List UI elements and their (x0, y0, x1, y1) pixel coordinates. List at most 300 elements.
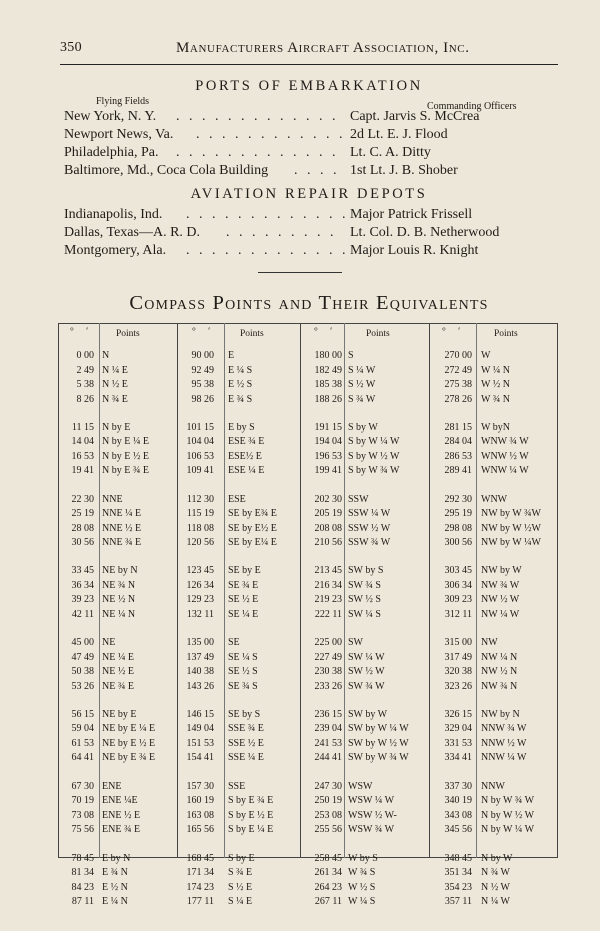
degree-cell: 92 49 (191, 364, 214, 376)
degree-cell: 50 38 (71, 666, 94, 678)
point-cell: NW by W ½W (481, 522, 541, 534)
points-header: Points (494, 329, 518, 339)
table-row (58, 593, 558, 608)
table-row (58, 708, 558, 723)
degree-cell: 247 30 (314, 780, 342, 792)
point-cell: S ¾ E (228, 867, 253, 879)
degree-cell: 0 00 (76, 350, 94, 361)
point-cell: WSW (348, 780, 373, 792)
degree-cell: 5 38 (76, 379, 94, 390)
point-cell: SE by S (228, 708, 261, 720)
point-cell: NE by N (102, 565, 138, 577)
list-item (64, 224, 534, 242)
degree-cell: 208 08 (314, 522, 342, 534)
degree-cell: 219 23 (314, 594, 342, 606)
table-group (58, 421, 558, 479)
depots-title: AVIATION REPAIR DEPOTS (190, 186, 428, 202)
point-cell: ESE ¼ E (228, 465, 265, 477)
degree-cell: 132 11 (186, 608, 214, 620)
point-cell: SW ¼ S (348, 608, 381, 620)
point-cell: WSW ¾ W (348, 824, 395, 836)
degree-cell: 39 23 (71, 594, 94, 606)
degree-cell: 157 30 (186, 780, 214, 792)
degree-cell: 59 04 (71, 723, 94, 735)
table-row (58, 809, 558, 824)
degree-cell: 345 56 (444, 824, 472, 836)
leader-dots: . . . . . . . . . . . . . (186, 207, 349, 222)
point-cell: NNW (481, 780, 505, 792)
degree-cell: 264 23 (314, 881, 342, 893)
leader-dots: . . . . (294, 163, 340, 178)
table-row (58, 651, 558, 666)
point-cell: E ½ S (228, 379, 253, 390)
point-cell: NE ½ E (102, 666, 134, 678)
point-cell: SW ¼ W (348, 651, 385, 663)
point-cell: NE ¾ N (102, 579, 136, 591)
point-cell: SW by W ½ W (348, 737, 409, 749)
point-cell: W (481, 350, 491, 361)
degree-cell: 70 19 (71, 795, 94, 807)
table-row (58, 393, 558, 408)
point-cell: NNW ¼ W (481, 752, 527, 764)
leader-dots: . . . . . . . . . . . . . (176, 145, 339, 160)
point-cell: N by W (481, 852, 513, 864)
point-cell: N ¾ E (102, 393, 128, 405)
degree-cell: 202 30 (314, 493, 342, 505)
table-row (58, 794, 558, 809)
degree-cell: 292 30 (444, 493, 472, 505)
degree-cell: 171 34 (186, 867, 214, 879)
point-cell: ENE ¾ E (102, 824, 141, 836)
degree-cell: 270 00 (444, 350, 472, 361)
degree-cell: 315 00 (444, 637, 472, 649)
list-item (64, 144, 534, 162)
compass-table (58, 323, 558, 908)
degree-cell: 61 53 (71, 737, 94, 749)
degree-cell: 151 53 (186, 737, 214, 749)
point-cell: ESE (228, 493, 246, 505)
point-cell: SSE (228, 780, 246, 792)
flying-fields-header: Flying Fields (96, 96, 150, 107)
point-cell: SW ¾ W (348, 680, 385, 692)
point-cell: SSW ¼ W (348, 508, 391, 520)
degree-cell: 329 04 (444, 723, 472, 735)
point-cell: SE ¼ E (228, 608, 259, 620)
degree-cell: 28 08 (71, 522, 94, 534)
compass-title: Compass Points and Their Equivalents (129, 292, 489, 314)
leader-dots: . . . . . . . . . . . . . (186, 243, 349, 258)
degree-cell: 213 45 (314, 565, 342, 577)
table-row (58, 364, 558, 379)
point-cell: E by N (102, 852, 131, 864)
table-row (58, 866, 558, 881)
point-cell: WSW ¼ W (348, 795, 395, 807)
degree-cell: 53 26 (71, 680, 94, 692)
degree-cell: 47 49 (71, 651, 94, 663)
depot-officer: Major Patrick Frissell (350, 207, 473, 222)
table-row (58, 421, 558, 436)
point-cell: S by W ¼ W (348, 436, 400, 448)
port-place: Newport News, Va. (64, 127, 174, 142)
degree-cell: 168 45 (186, 852, 214, 864)
point-cell: SE by E½ E (228, 522, 277, 534)
points-header: Points (240, 329, 264, 339)
point-cell: SE by E¾ E (228, 508, 277, 520)
point-cell: S by E ¾ E (228, 795, 274, 807)
table-group (58, 564, 558, 622)
degree-cell: 84 23 (71, 881, 94, 893)
degrees-header: ° ′ (314, 327, 338, 337)
degree-cell: 323 26 (444, 680, 472, 692)
ports-list (64, 108, 534, 180)
degree-cell: 343 08 (444, 809, 472, 821)
point-cell: W ½ N (481, 379, 510, 390)
port-place: Baltimore, Md., Coca Cola Building (64, 163, 269, 178)
degree-cell: 109 41 (186, 465, 214, 477)
degree-cell: 286 53 (444, 450, 472, 462)
point-cell: NNE ½ E (102, 522, 142, 534)
degree-cell: 140 38 (186, 666, 214, 678)
point-cell: S by E (228, 852, 255, 864)
point-cell: SW (348, 637, 363, 649)
point-cell: N ½ E (102, 379, 128, 390)
point-cell: SW ½ S (348, 594, 381, 606)
degree-cell: 129 23 (186, 594, 214, 606)
degree-cell: 177 11 (186, 896, 214, 908)
degree-cell: 2 49 (76, 364, 94, 376)
point-cell: SE ½ E (228, 594, 259, 606)
point-cell: S ¼ W (348, 364, 376, 376)
point-cell: NW ½ W (481, 594, 520, 606)
point-cell: N by E ¾ E (102, 465, 149, 477)
point-cell: S by E ½ E (228, 809, 274, 821)
degree-cell: 267 11 (314, 896, 342, 908)
degree-cell: 180 00 (314, 350, 342, 361)
list-item (64, 108, 534, 126)
degree-cell: 253 08 (314, 809, 342, 821)
degree-cell: 185 38 (314, 379, 342, 390)
point-cell: S ½ W (348, 379, 376, 390)
degrees-header: ° ′ (70, 327, 94, 337)
point-cell: NE ¼ N (102, 608, 136, 620)
point-cell: NE (102, 637, 116, 649)
degree-cell: 284 04 (444, 436, 472, 448)
table-group (58, 852, 558, 910)
degree-cell: 306 34 (444, 579, 472, 591)
commanding-officers-header: Commanding Officers (427, 101, 517, 112)
point-cell: SSE ¼ E (228, 752, 264, 764)
point-cell: NE ¾ E (102, 680, 134, 692)
degree-cell: 98 26 (191, 393, 214, 405)
degree-cell: 90 00 (191, 350, 214, 361)
table-row (58, 450, 558, 465)
point-cell: SSE ¾ E (228, 723, 264, 735)
degree-cell: 143 26 (186, 680, 214, 692)
degree-cell: 239 04 (314, 723, 342, 735)
header-rule (60, 64, 558, 65)
point-cell: SE by E (228, 565, 261, 577)
degree-cell: 298 08 (444, 522, 472, 534)
degree-cell: 182 49 (314, 364, 342, 376)
port-officer: 1st Lt. J. B. Shober (350, 163, 458, 178)
point-cell: NNE ¼ E (102, 508, 142, 520)
degree-cell: 16 53 (71, 450, 94, 462)
point-cell: S ½ E (228, 881, 253, 893)
degree-cell: 163 08 (186, 809, 214, 821)
degree-cell: 337 30 (444, 780, 472, 792)
degree-cell: 222 11 (314, 608, 342, 620)
point-cell: ESE½ E (228, 450, 262, 462)
section-divider (258, 272, 342, 273)
point-cell: NNW ½ W (481, 737, 527, 749)
point-cell: N by W ¾ W (481, 795, 535, 807)
leader-dots: . . . . . . . . . . . . . (176, 109, 339, 124)
list-item (64, 242, 534, 260)
degree-cell: 309 23 (444, 594, 472, 606)
point-cell: S (348, 350, 354, 361)
table-row (58, 349, 558, 364)
degree-cell: 81 34 (71, 867, 94, 879)
degree-cell: 216 34 (314, 579, 342, 591)
page-number: 350 (60, 40, 82, 55)
table-row (58, 564, 558, 579)
degree-cell: 255 56 (314, 824, 342, 836)
depot-place: Dallas, Texas—A. R. D. (64, 225, 201, 240)
degree-cell: 8 26 (76, 393, 94, 405)
point-cell: NW ½ N (481, 666, 518, 678)
table-row (58, 823, 558, 838)
degree-cell: 154 41 (186, 752, 214, 764)
point-cell: N ¼ W (481, 896, 510, 908)
degree-cell: 331 53 (444, 737, 472, 749)
table-top-rule (58, 323, 558, 324)
degree-cell: 210 56 (314, 537, 342, 549)
point-cell: S by W ½ W (348, 450, 400, 462)
degree-cell: 112 30 (186, 493, 214, 505)
table-row (58, 378, 558, 393)
point-cell: W byN (481, 421, 510, 433)
degree-cell: 289 41 (444, 465, 472, 477)
point-cell: W ¼ N (481, 364, 510, 376)
degree-cell: 351 34 (444, 867, 472, 879)
point-cell: N ¼ E (102, 364, 128, 376)
degree-cell: 334 41 (444, 752, 472, 764)
degree-cell: 312 11 (444, 608, 472, 620)
point-cell: N by W ½ W (481, 809, 535, 821)
degree-cell: 281 15 (444, 421, 472, 433)
degree-cell: 19 41 (71, 465, 94, 477)
point-cell: E ¼ N (102, 896, 128, 908)
degree-cell: 56 15 (71, 708, 94, 720)
degree-cell: 230 38 (314, 666, 342, 678)
table-row (58, 680, 558, 695)
point-cell: NE ¼ E (102, 651, 134, 663)
point-cell: SW by W ¾ W (348, 752, 409, 764)
table-row (58, 881, 558, 896)
point-cell: W ¼ S (348, 896, 376, 908)
degree-cell: 106 53 (186, 450, 214, 462)
degree-cell: 14 04 (71, 436, 94, 448)
table-row (58, 579, 558, 594)
point-cell: NW ¾ N (481, 680, 518, 692)
point-cell: NE by E ¼ E (102, 723, 156, 735)
degree-cell: 317 49 (444, 651, 472, 663)
point-cell: SE ¼ S (228, 651, 258, 663)
degree-cell: 326 15 (444, 708, 472, 720)
point-cell: E ¾ N (102, 867, 128, 879)
degree-cell: 233 26 (314, 680, 342, 692)
point-cell: NW ¾ W (481, 579, 520, 591)
point-cell: NW by W (481, 565, 522, 577)
degree-cell: 340 19 (444, 795, 472, 807)
degrees-header: ° ′ (192, 327, 216, 337)
degree-cell: 137 49 (186, 651, 214, 663)
degree-cell: 303 45 (444, 565, 472, 577)
degree-cell: 146 15 (186, 708, 214, 720)
point-cell: SE ¾ S (228, 680, 258, 692)
table-row (58, 780, 558, 795)
point-cell: WNW ¾ W (481, 436, 529, 448)
degree-cell: 11 15 (71, 421, 94, 433)
degree-cell: 64 41 (71, 752, 94, 764)
point-cell: E ¾ S (228, 393, 253, 405)
point-cell: W ½ S (348, 881, 376, 893)
table-row (58, 493, 558, 508)
list-item (64, 126, 534, 144)
degree-cell: 120 56 (186, 537, 214, 549)
point-cell: SE (228, 637, 240, 649)
point-cell: SSW ¾ W (348, 537, 391, 549)
degree-cell: 236 15 (314, 708, 342, 720)
table-group (58, 780, 558, 838)
degree-cell: 33 45 (71, 565, 94, 577)
leader-dots: . . . . . . . . . (226, 225, 337, 240)
degree-cell: 67 30 (71, 780, 94, 792)
journal-title: Manufacturers Aircraft Association, Inc. (176, 40, 470, 56)
degree-cell: 295 19 (444, 508, 472, 520)
point-cell: WNW (481, 493, 508, 505)
degree-cell: 126 34 (186, 579, 214, 591)
point-cell: NW by W ¼W (481, 537, 541, 549)
table-row (58, 722, 558, 737)
point-cell: SSW (348, 493, 369, 505)
points-header: Points (116, 329, 140, 339)
degree-cell: 75 56 (71, 824, 94, 836)
point-cell: SSE ½ E (228, 737, 264, 749)
point-cell: W by S (348, 852, 378, 864)
point-cell: SSW ½ W (348, 522, 391, 534)
degree-cell: 225 00 (314, 637, 342, 649)
degree-cell: 149 04 (186, 723, 214, 735)
point-cell: NW (481, 637, 498, 649)
degree-cell: 300 56 (444, 537, 472, 549)
point-cell: NW by N (481, 708, 520, 720)
point-cell: NW ¼ W (481, 608, 520, 620)
point-cell: N ¾ W (481, 867, 510, 879)
degree-cell: 354 23 (444, 881, 472, 893)
point-cell: WSW ½ W- (348, 809, 397, 821)
table-row (58, 737, 558, 752)
table-row (58, 751, 558, 766)
table-row (58, 665, 558, 680)
table-row (58, 608, 558, 623)
degree-cell: 194 04 (314, 436, 342, 448)
degree-cell: 348 45 (444, 852, 472, 864)
point-cell: SE ¾ E (228, 579, 259, 591)
degree-cell: 36 34 (71, 579, 94, 591)
degree-cell: 258 45 (314, 852, 342, 864)
port-place: New York, N. Y. (64, 109, 157, 124)
degree-cell: 278 26 (444, 393, 472, 405)
table-row (58, 435, 558, 450)
point-cell: NE by E (102, 708, 137, 720)
port-officer: Lt. C. A. Ditty (350, 145, 431, 160)
point-cell: N by E ¼ E (102, 436, 149, 448)
degree-cell: 196 53 (314, 450, 342, 462)
point-cell: N (102, 350, 110, 361)
point-cell: N by E (102, 421, 131, 433)
point-cell: E ½ N (102, 881, 128, 893)
degrees-header: ° ′ (442, 327, 466, 337)
degree-cell: 191 15 (314, 421, 342, 433)
table-group (58, 493, 558, 551)
list-item (64, 206, 534, 224)
degree-cell: 115 19 (186, 508, 214, 520)
point-cell: E ¼ S (228, 364, 253, 376)
table-row (58, 852, 558, 867)
point-cell: NE by E ½ E (102, 737, 156, 749)
degree-cell: 241 53 (314, 737, 342, 749)
degree-cell: 104 04 (186, 436, 214, 448)
depot-place: Montgomery, Ala. (64, 243, 167, 258)
leader-dots: . . . . . . . . . . . . (196, 127, 346, 142)
point-cell: WNW ½ W (481, 450, 529, 462)
point-cell: ENE (102, 780, 122, 792)
degree-cell: 135 00 (186, 637, 214, 649)
point-cell: S ¼ E (228, 896, 253, 908)
port-officer: 2d Lt. E. J. Flood (350, 127, 448, 142)
point-cell: W ¾ N (481, 393, 510, 405)
degree-cell: 160 19 (186, 795, 214, 807)
degree-cell: 25 19 (71, 508, 94, 520)
point-cell: S ¾ W (348, 393, 376, 405)
table-row (58, 522, 558, 537)
point-cell: SW ½ W (348, 666, 385, 678)
point-cell: SE by E¼ E (228, 537, 277, 549)
degree-cell: 227 49 (314, 651, 342, 663)
point-cell: SE ½ S (228, 666, 258, 678)
table-row (58, 536, 558, 551)
degree-cell: 42 11 (71, 608, 94, 620)
degree-cell: 118 08 (186, 522, 214, 534)
degree-cell: 87 11 (71, 896, 94, 908)
compass-table-body (58, 349, 558, 923)
point-cell: NE ½ N (102, 594, 136, 606)
degree-cell: 22 30 (71, 493, 94, 505)
point-cell: S by E ¼ E (228, 824, 274, 836)
depots-list (64, 206, 534, 260)
ports-title: PORTS OF EMBARKATION (195, 78, 423, 94)
point-cell: S by W (348, 421, 378, 433)
table-group (58, 708, 558, 766)
degree-cell: 174 23 (186, 881, 214, 893)
degree-cell: 30 56 (71, 537, 94, 549)
point-cell: N ½ W (481, 881, 510, 893)
degree-cell: 275 38 (444, 379, 472, 390)
degree-cell: 165 56 (186, 824, 214, 836)
degree-cell: 261 34 (314, 867, 342, 879)
table-row (58, 507, 558, 522)
